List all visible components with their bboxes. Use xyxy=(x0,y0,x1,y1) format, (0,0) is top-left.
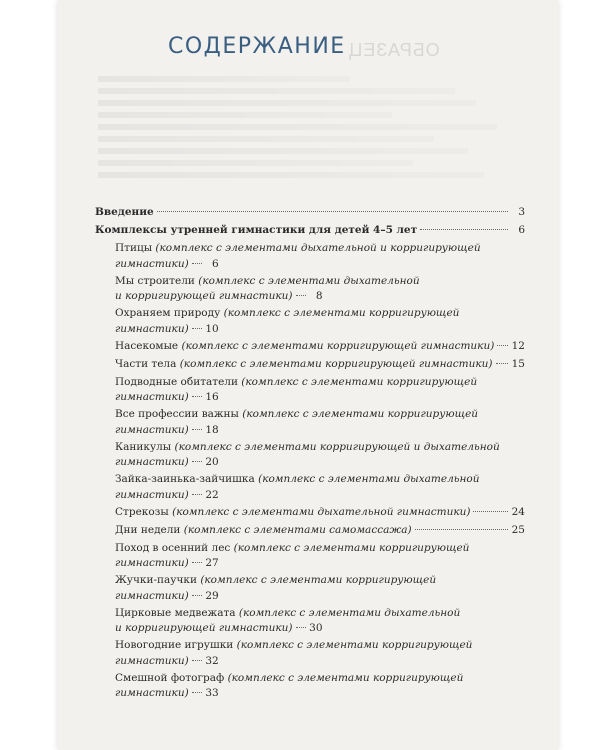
toc-entry-title: Зайка-заинька-зайчишка xyxy=(115,473,255,485)
toc-entry xyxy=(95,523,525,541)
toc-entry-line xyxy=(95,589,219,604)
toc-page-number: 24 xyxy=(511,505,525,518)
toc-entry xyxy=(95,671,525,702)
leader-dots xyxy=(192,692,202,693)
toc-entry xyxy=(95,606,525,637)
toc-entry-line xyxy=(95,375,477,391)
toc-entry xyxy=(95,375,525,406)
toc-entry xyxy=(95,573,525,604)
toc-entry xyxy=(95,306,525,337)
leader-dots xyxy=(497,345,508,346)
leader-dots xyxy=(296,295,306,296)
toc-page-number: 16 xyxy=(205,391,219,403)
toc-entry xyxy=(95,541,525,572)
toc-entry-title: Жучки-паучки xyxy=(115,574,197,586)
leader-dots xyxy=(296,627,306,628)
toc-entry xyxy=(95,205,525,223)
toc-entry-note-continued: гимнастики) xyxy=(115,322,189,335)
toc-entry-line xyxy=(95,274,420,290)
toc-entry-note: (комплекс с элементами корригирующей xyxy=(227,671,464,684)
toc-entry-line xyxy=(95,390,219,405)
toc-page-number: 22 xyxy=(205,488,219,501)
toc-entry-line xyxy=(95,455,219,470)
toc-entry-note: (комплекс с элементами корригирующей xyxy=(241,375,478,388)
leader-dots xyxy=(192,429,202,430)
toc-entry-line xyxy=(95,654,219,669)
toc-page-number: 30 xyxy=(309,622,323,634)
show-through-text: ОБРАЗЕЦ xyxy=(348,40,440,60)
toc-entry-line xyxy=(95,621,323,636)
leader-dots xyxy=(192,461,202,462)
toc-entry-line xyxy=(95,407,478,423)
toc-entry-note: (комплекс с элементами корригирующей xyxy=(200,574,437,586)
toc-entry-line xyxy=(95,241,481,257)
toc-entry-note: (комплекс с элементами дыхательной xyxy=(258,473,480,485)
toc-page-number: 18 xyxy=(205,423,219,436)
toc-entry-title: Мы строители xyxy=(115,274,195,287)
toc-page-number: 12 xyxy=(511,339,525,352)
leader-dots xyxy=(192,562,202,563)
toc-entry-title: Смешной фотограф xyxy=(115,671,225,684)
toc-entry-title: Новогодние игрушки xyxy=(115,639,234,651)
toc-entry-title: Комплексы утренней гимнастики для детей 4–5 лет xyxy=(95,224,418,236)
toc-page-number: 33 xyxy=(205,687,219,699)
toc-entry xyxy=(95,505,525,523)
toc-entry-note-continued: и корригирующей гимнастики) xyxy=(115,622,293,634)
toc-entry xyxy=(95,339,525,357)
leader-dots xyxy=(473,511,508,512)
leader-dots xyxy=(415,529,508,530)
toc-entry-line xyxy=(95,556,219,571)
toc-entry-note: (комплекс с элементами корригирующей xyxy=(223,307,460,319)
toc-entry-note: (комплекс с элементами корригирующей гимнастики) xyxy=(179,357,493,370)
toc-entry-note: (комплекс с элементами корригирующей xyxy=(236,639,473,651)
toc-entry-title: Дни недели xyxy=(115,523,181,536)
toc-entry-title: Поход в осенний лес xyxy=(115,541,231,554)
table-of-contents xyxy=(95,205,525,703)
toc-entry-line xyxy=(95,541,469,557)
toc-entry xyxy=(95,223,525,241)
toc-entry-title: Охраняем природу xyxy=(115,307,221,319)
toc-entry-note: (комплекс с элементами корригирующей и дыхательной xyxy=(174,440,500,453)
toc-entry-note-continued: гимнастики) xyxy=(115,488,189,501)
toc-entry-title: Насекомые xyxy=(115,339,179,352)
toc-entry-note: (комплекс с элементами корригирующей гимнастики) xyxy=(181,339,495,352)
toc-entry-title: Цирковые медвежата xyxy=(115,606,236,619)
toc-page-number: 25 xyxy=(511,523,525,536)
book-page xyxy=(58,0,558,750)
toc-entry-line xyxy=(95,638,472,654)
toc-entry xyxy=(95,638,525,669)
toc-entry-title: Подводные обитатели xyxy=(115,375,238,388)
toc-entry-note: (комплекс с элементами корригирующей xyxy=(233,541,470,554)
toc-entry-note-continued: гимнастики) xyxy=(115,257,189,270)
toc-entry xyxy=(95,440,525,471)
leader-dots xyxy=(192,660,202,661)
toc-entry xyxy=(95,241,525,272)
toc-entry-title: Части тела xyxy=(115,357,177,370)
toc-entry-line xyxy=(95,306,459,322)
toc-entry xyxy=(95,357,525,375)
toc-page-number: 6 xyxy=(518,224,525,236)
toc-page-number: 6 xyxy=(212,257,219,270)
toc-entry-note: (комплекс с элементами дыхательной гимнастики) xyxy=(172,505,471,518)
leader-dots xyxy=(192,595,202,596)
toc-entry-note: (комплекс с элементами дыхательной и корригирующей xyxy=(155,242,481,254)
toc-entry-line xyxy=(95,289,323,304)
toc-entry-note-continued: гимнастики) xyxy=(115,687,189,699)
toc-entry-line xyxy=(95,686,219,701)
page-title: СОДЕРЖАНИЕ xyxy=(168,34,346,59)
leader-dots xyxy=(192,494,202,495)
toc-entry-note-continued: гимнастики) xyxy=(115,589,189,602)
show-through-lines xyxy=(98,70,518,184)
toc-entry-title: Все профессии важны xyxy=(115,408,239,420)
toc-entry-note-continued: гимнастики) xyxy=(115,391,189,403)
toc-entry-line xyxy=(95,322,219,337)
leader-dots xyxy=(157,211,508,212)
toc-entry-line xyxy=(95,573,436,589)
toc-page-number: 3 xyxy=(518,206,525,218)
leader-dots xyxy=(192,328,202,329)
toc-entry-title: Птицы xyxy=(115,242,153,254)
leader-dots xyxy=(496,363,508,364)
toc-entry-line xyxy=(95,440,500,456)
toc-entry-note-continued: и корригирующей гимнастики) xyxy=(115,290,293,302)
toc-entry-title: Каникулы xyxy=(115,440,172,453)
toc-page-number: 32 xyxy=(205,654,219,667)
toc-entry xyxy=(95,472,525,503)
toc-entry-note-continued: гимнастики) xyxy=(115,557,189,569)
toc-entry-line xyxy=(95,671,463,687)
toc-page-number: 20 xyxy=(205,456,219,468)
leader-dots xyxy=(192,263,202,264)
toc-entry-line xyxy=(95,257,219,272)
toc-entry-note: (комплекс с элементами дыхательной xyxy=(198,274,420,287)
toc-entry-note-continued: гимнастики) xyxy=(115,654,189,667)
toc-entry xyxy=(95,407,525,438)
toc-entry-note-continued: гимнастики) xyxy=(115,423,189,436)
leader-dots xyxy=(192,396,202,397)
toc-entry xyxy=(95,274,525,305)
toc-entry-line xyxy=(95,488,219,503)
toc-page-number: 10 xyxy=(205,322,219,335)
toc-entry-note-continued: гимнастики) xyxy=(115,456,189,468)
toc-page-number: 29 xyxy=(205,589,219,602)
toc-entry-note: (комплекс с элементами дыхательной xyxy=(238,606,461,619)
toc-page-number: 15 xyxy=(511,357,525,370)
toc-entry-note: (комплекс с элементами самомассажа) xyxy=(183,523,412,536)
toc-page-number: 8 xyxy=(315,290,323,302)
toc-entry-line xyxy=(95,423,219,438)
toc-entry-line xyxy=(95,606,460,622)
toc-entry-title: Стрекозы xyxy=(115,505,169,518)
toc-entry-title: Введение xyxy=(95,206,154,218)
leader-dots xyxy=(420,229,508,230)
toc-entry-note: (комплекс с элементами корригирующей xyxy=(242,408,479,420)
toc-entry-line xyxy=(95,472,479,488)
toc-page-number: 27 xyxy=(205,557,219,569)
